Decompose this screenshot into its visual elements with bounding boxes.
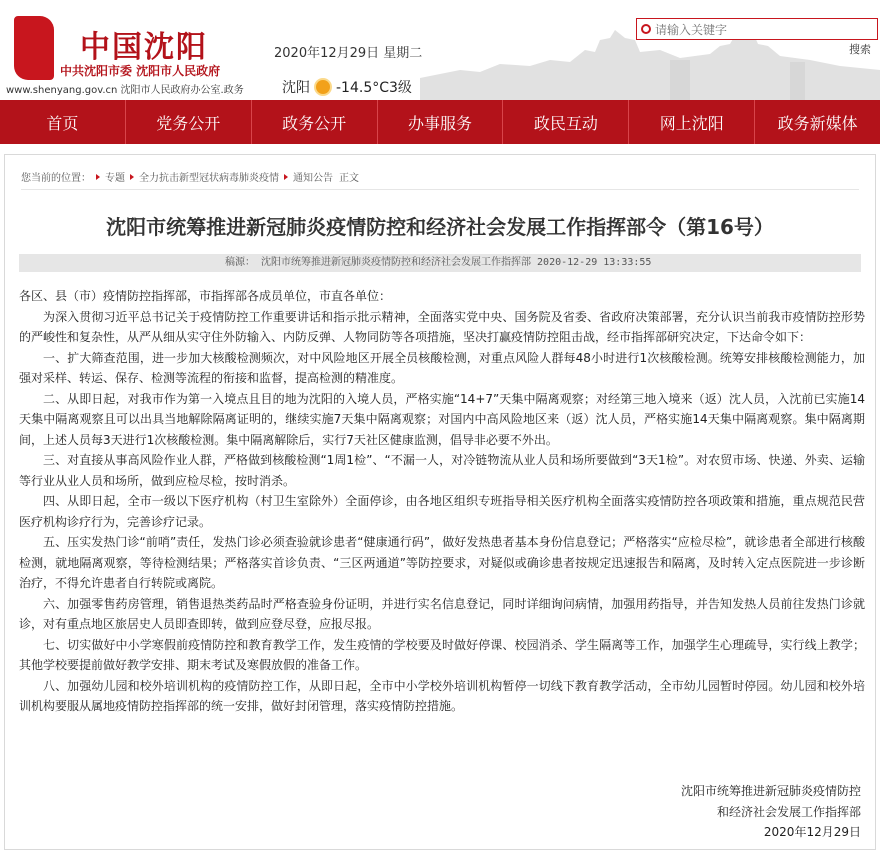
- breadcrumb: [21, 169, 359, 184]
- nav-item-online-shenyang[interactable]: 网上沈阳: [629, 100, 755, 144]
- current-date: 2020年12月29日 星期二: [274, 46, 423, 61]
- article-paragraph: 一、扩大筛查范围，进一步加大核酸检测频次，对中风险地区开展全员核酸检测，对重点风险人群每48小时进行1次核酸检测。统筹安排核酸检测能力，加强对采样、转运、保存、检测等流程的衔接和监督，提高检测的精准度。: [19, 350, 865, 385]
- search-box: [636, 18, 878, 40]
- nav-item-services[interactable]: 办事服务: [378, 100, 504, 144]
- skyline-banner-image: [420, 0, 880, 100]
- article-paragraph: 七、切实做好中小学寒假前疫情防控和教育教学工作，发生疫情的学校要及时做好停课、校园消杀、学生隔离等工作，加强学生心理疏导，实行线上教学；其他学校要提前做好教学安排、期末考试及寒假放假的准备工作。: [19, 637, 865, 672]
- signature-line: 沈阳市统筹推进新冠肺炎疫情防控: [680, 784, 861, 798]
- article-paragraph: 五、压实发热门诊“前哨”责任，发热门诊必须查验就诊患者“健康通行码”，做好发热患者基本身份信息登记；严格落实“应检尽检”，就诊患者全部进行核酸检测，就地隔离观察，等待检测结果；严格落实首诊负责、“三区两通道”等防控要求，对疑似或确诊患者按规定迅速报告和隔离，及时转入定点医院进一步诊断治疗，不得允许患者自行转院或离院。: [19, 535, 865, 590]
- weather-info: -14.5°C3级: [336, 80, 412, 96]
- nav-item-home[interactable]: 首页: [0, 100, 126, 144]
- article-paragraph: 六、加强零售药房管理，销售退热类药品时严格查验身份证明，并进行实名信息登记，同时详细询问病情，加强用药指导，并告知发热人员前往发热门诊就诊，对有重点地区旅居史人员即查即转，做到应登尽登，应报尽报。: [19, 596, 865, 631]
- search-input[interactable]: [637, 20, 877, 40]
- site-title[interactable]: 中国沈阳: [80, 30, 208, 65]
- weather-widget: [282, 77, 412, 97]
- chevron-right-icon: [284, 174, 288, 180]
- article-signature: [681, 781, 861, 843]
- article-paragraph: 为深入贯彻习近平总书记关于疫情防控工作重要讲话和指示批示精神，全面落实党中央、国务院及省委、省政府决策部署，充分认识当前我市疫情防控形势的严峻性和复杂性，从严从细从实守住外防输入、内防反弹、人物同防等各项措施，坚决打赢疫情防控阻击战，经市指挥部研究决定，下达命令如下：: [19, 309, 865, 344]
- nav-item-interaction[interactable]: 政民互动: [503, 100, 629, 144]
- weather-city: 沈阳: [282, 80, 310, 96]
- nav-item-government-affairs[interactable]: 政务公开: [252, 100, 378, 144]
- nav-item-new-media[interactable]: 政务新媒体: [777, 113, 858, 133]
- main-nav: [0, 100, 880, 144]
- site-url: www.shenyang.gov.cn 沈阳市人民政府办公室.政务: [6, 85, 244, 96]
- breadcrumb-link-topic[interactable]: 专题: [105, 173, 125, 184]
- article-body: [19, 286, 865, 717]
- article-paragraph: 各区、县（市）疫情防控指挥部，市指挥部各成员单位，市直各单位：: [19, 289, 392, 303]
- article-paragraph: 四、从即日起，全市一级以下医疗机构（村卫生室除外）全面停诊，由各地区组织专班指导相关医疗机构全面落实疫情防控各项政策和措施，重点规范民营医疗机构诊疗行为，完善诊疗记录。: [19, 494, 865, 529]
- search-icon: [641, 24, 651, 34]
- article-paragraph: 八、加强幼儿园和校外培训机构的疫情防控工作，从即日起，全市中小学校外培训机构暂停一切线下教育教学活动，全市幼儿园暂时停园。幼儿园和校外培训机构要服从属地疫情防控指挥部的统一安排，做好封闭管理，落实疫情防控措施。: [19, 678, 865, 713]
- sun-icon: [316, 80, 330, 94]
- content-frame: [4, 154, 876, 850]
- article-paragraph: 三、对直接从事高风险作业人群，严格做到核酸检测“1周1检”、“不漏一人，对冷链物流从业人员和场所要做到“3天1检”。对农贸市场、快递、外卖、运输等行业从业人员和场所，做到应检尽检，按时消杀。: [19, 453, 865, 488]
- nav-item-party-affairs[interactable]: 党务公开: [126, 100, 252, 144]
- breadcrumb-link-notices[interactable]: 通知公告: [293, 173, 333, 184]
- search-button[interactable]: 搜索: [849, 43, 871, 56]
- site-subtitle: 中共沈阳市委 沈阳市人民政府: [60, 64, 221, 78]
- breadcrumb-link-covid[interactable]: 全力抗击新型冠状病毒肺炎疫情: [139, 173, 279, 184]
- article-source: 稿源： 沈阳市统筹推进新冠肺炎疫情防控和经济社会发展工作指挥部 2020-12-29 13:33:55: [19, 254, 861, 272]
- signature-date: 2020年12月29日: [763, 825, 861, 839]
- article-title: 沈阳市统筹推进新冠肺炎疫情防控和经济社会发展工作指挥部令（第16号）: [106, 215, 774, 239]
- article-paragraph: 二、从即日起，对我市作为第一入境点且目的地为沈阳的入境人员，严格实施“14+7”天集中隔离观察；对经第三地入境来（返）沈人员，入沈前已实施14天集中隔离观察且可以出具当地解除隔离证明的，继续实施7天集中隔离观察；对国内中高风险地区来（返）沈人员，严格实施14天集中隔离观察。集中隔离期间，上述人员每3天进行1次核酸检测。集中隔离解除后，实行7天社区健康监测，倡导非必要不外出。: [19, 391, 865, 447]
- city-seal-logo: [14, 16, 54, 80]
- signature-line: 和经济社会发展工作指挥部: [716, 804, 861, 819]
- chevron-right-icon: [130, 174, 134, 180]
- breadcrumb-current: 正文: [339, 173, 359, 184]
- chevron-right-icon: [96, 174, 100, 180]
- site-header: [0, 0, 880, 100]
- breadcrumb-prefix: 您当前的位置：: [21, 173, 91, 184]
- divider: [21, 189, 859, 190]
